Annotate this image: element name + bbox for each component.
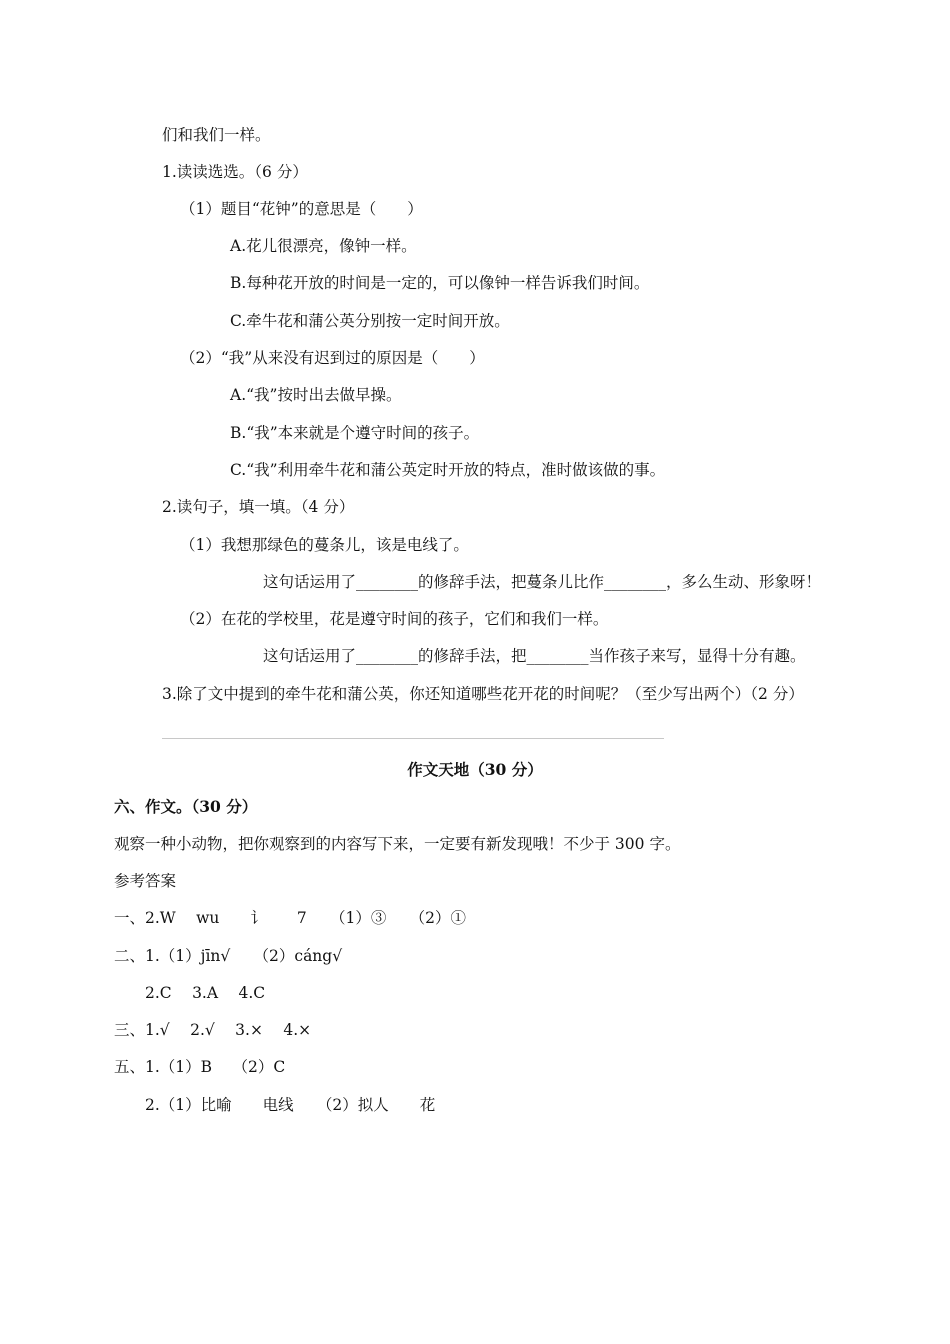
answers-title: 参考答案 <box>114 872 177 890</box>
question-1-2-option-a: A.“我”按时出去做早操。 <box>230 386 402 404</box>
answer-line-3: 2.C 3.A 4.C <box>114 984 266 1002</box>
question-2-2-fill: 这句话运用了________的修辞手法，把________当作孩子来写，显得十分有趣。 <box>263 647 806 665</box>
answer-line-5: 五、1.（1）B （2）C <box>114 1058 286 1076</box>
answer-line <box>162 738 664 739</box>
composition-section-title: 六、作文。（30 分） <box>114 797 258 816</box>
question-3-title: 3.除了文中提到的牵牛花和蒲公英，你还知道哪些花开花的时间呢？（至少写出两个）（2 分） <box>162 685 804 703</box>
question-1-2-stem: （2）“我”从来没有迟到过的原因是（ ） <box>180 349 485 367</box>
question-1-2-option-c: C.“我”利用牵牛花和蒲公英定时开放的特点，准时做该做的事。 <box>230 461 666 479</box>
question-2-1-sentence: （1）我想那绿色的蔓条儿，该是电线了。 <box>180 536 469 554</box>
question-2-title: 2.读句子，填一填。（4 分） <box>162 498 355 516</box>
answer-line-2: 二、1.（1）jīn√ （2）cáng√ <box>114 947 343 965</box>
question-1-1-option-a: A.花儿很漂亮，像钟一样。 <box>230 237 417 255</box>
question-1-title: 1.读读选选。（6 分） <box>162 163 308 181</box>
answer-line-6: 2.（1）比喻 电线 （2）拟人 花 <box>114 1096 436 1114</box>
question-1-1-stem: （1）题目“花钟”的意思是（ ） <box>180 200 423 218</box>
composition-heading: 作文天地（30 分） <box>407 760 543 779</box>
question-1-1-option-c: C.牵牛花和蒲公英分别按一定时间开放。 <box>230 312 510 330</box>
answer-line-1: 一、2.W wu 讠 7 （1）③ （2）① <box>114 909 466 927</box>
answer-line-4: 三、1.√ 2.√ 3.× 4.× <box>114 1021 312 1039</box>
question-1-2-option-b: B.“我”本来就是个遵守时间的孩子。 <box>230 424 480 442</box>
composition-prompt: 观察一种小动物，把你观察到的内容写下来，一定要有新发现哦！不少于 300 字。 <box>114 835 681 853</box>
question-2-2-sentence: （2）在花的学校里，花是遵守时间的孩子，它们和我们一样。 <box>180 610 609 628</box>
question-1-1-option-b: B.每种花开放的时间是一定的，可以像钟一样告诉我们时间。 <box>230 274 650 292</box>
passage-continuation: 们和我们一样。 <box>162 126 271 144</box>
question-2-1-fill: 这句话运用了________的修辞手法，把蔓条儿比作________，多么生动、形象呀！ <box>263 573 822 591</box>
